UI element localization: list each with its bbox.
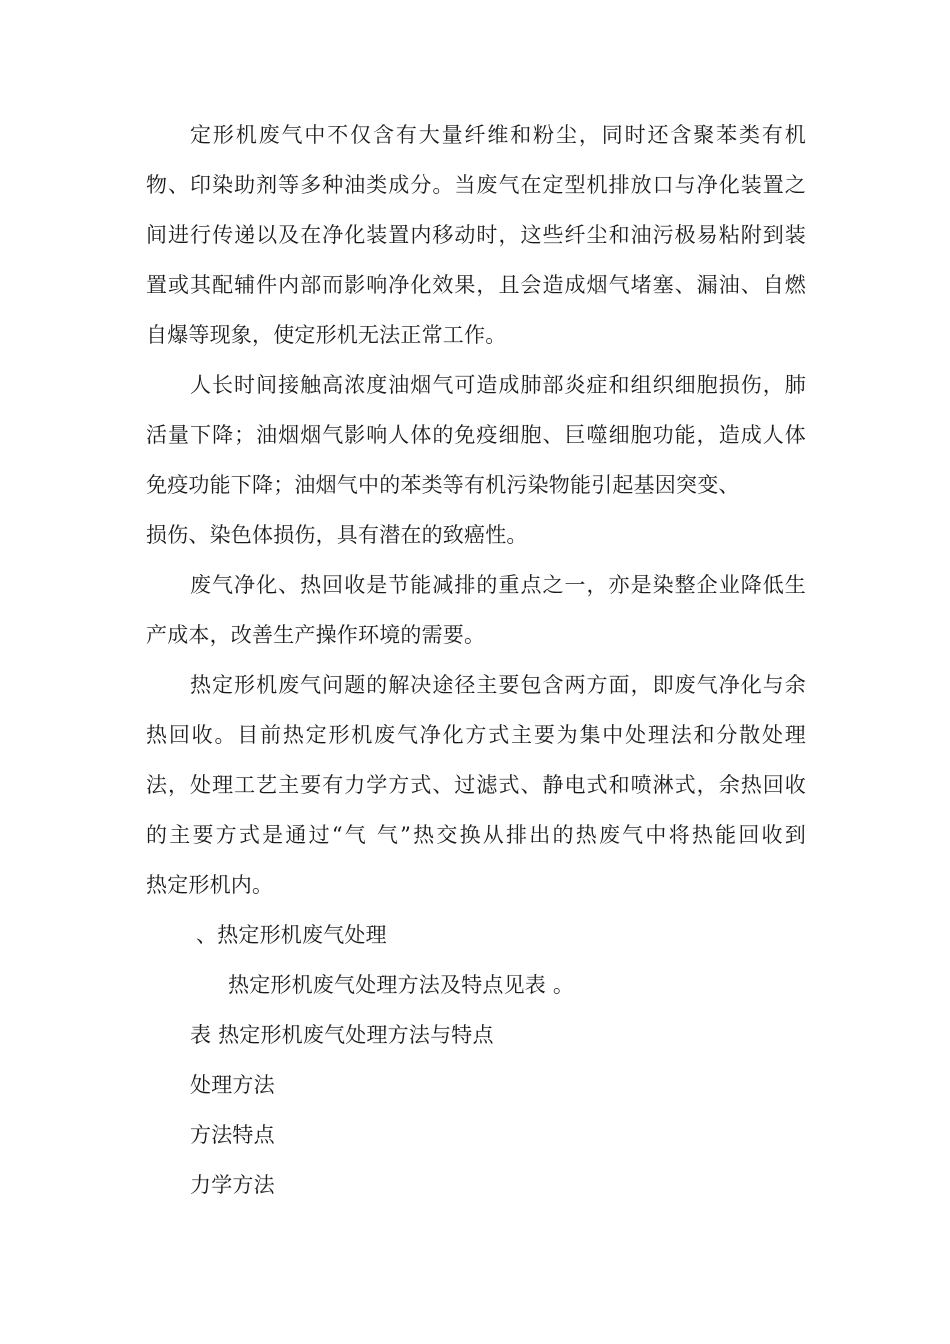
paragraph-1-line-5: 自爆等现象，使定形机无法正常工作。 — [146, 323, 507, 347]
paragraph-4-line-4: 的主要方式是通过“气 气”热交换从排出的热废气中将热能回收到 — [146, 823, 806, 847]
table-header-features: 方法特点 — [190, 1123, 275, 1147]
paragraph-4-line-2: 热回收。目前热定形机废气净化方式主要为集中处理法和分散处理 — [146, 723, 806, 747]
paragraph-2-line-4: 损伤、染色体损伤，具有潜在的致癌性。 — [146, 523, 528, 547]
paragraph-1-line-2: 物、印染助剂等多种油类成分。当废气在定型机排放口与净化装置之 — [146, 173, 806, 197]
paragraph-1-line-3: 间进行传递以及在净化装置内移动时，这些纤尘和油污极易粘附到装 — [146, 223, 806, 247]
paragraph-2-line-3: 免疫功能下降；油烟气中的苯类等有机污染物能引起基因突变、 — [146, 473, 740, 497]
table-reference-line: 热定形机废气处理方法及特点见表 。 — [228, 973, 575, 997]
paragraph-4-line-1: 热定形机废气问题的解决途径主要包含两方面，即废气净化与余 — [190, 673, 806, 697]
paragraph-4-line-3: 法，处理工艺主要有力学方式、过滤式、静电式和喷淋式，余热回收 — [146, 773, 806, 797]
table-header-method: 处理方法 — [190, 1073, 275, 1097]
table-row-mechanical-method: 力学方法 — [190, 1173, 275, 1197]
paragraph-2-line-1: 人长时间接触高浓度油烟气可造成肺部炎症和组织细胞损伤，肺 — [190, 373, 806, 397]
paragraph-1-line-1: 定形机废气中不仅含有大量纤维和粉尘，同时还含聚苯类有机 — [190, 123, 806, 147]
paragraph-2-line-2: 活量下降；油烟烟气影响人体的免疫细胞、巨噬细胞功能，造成人体 — [146, 423, 806, 447]
paragraph-1-line-4: 置或其配辅件内部而影响净化效果，且会造成烟气堵塞、漏油、自燃 — [146, 273, 806, 297]
paragraph-3-line-2: 产成本，改善生产操作环境的需要。 — [146, 623, 486, 647]
section-heading: 、热定形机废气处理 — [196, 923, 387, 947]
paragraph-3-line-1: 废气净化、热回收是节能减排的重点之一，亦是染整企业降低生 — [190, 573, 806, 597]
table-caption: 表 热定形机废气处理方法与特点 — [190, 1023, 494, 1047]
paragraph-4-line-5: 热定形机内。 — [146, 873, 274, 897]
